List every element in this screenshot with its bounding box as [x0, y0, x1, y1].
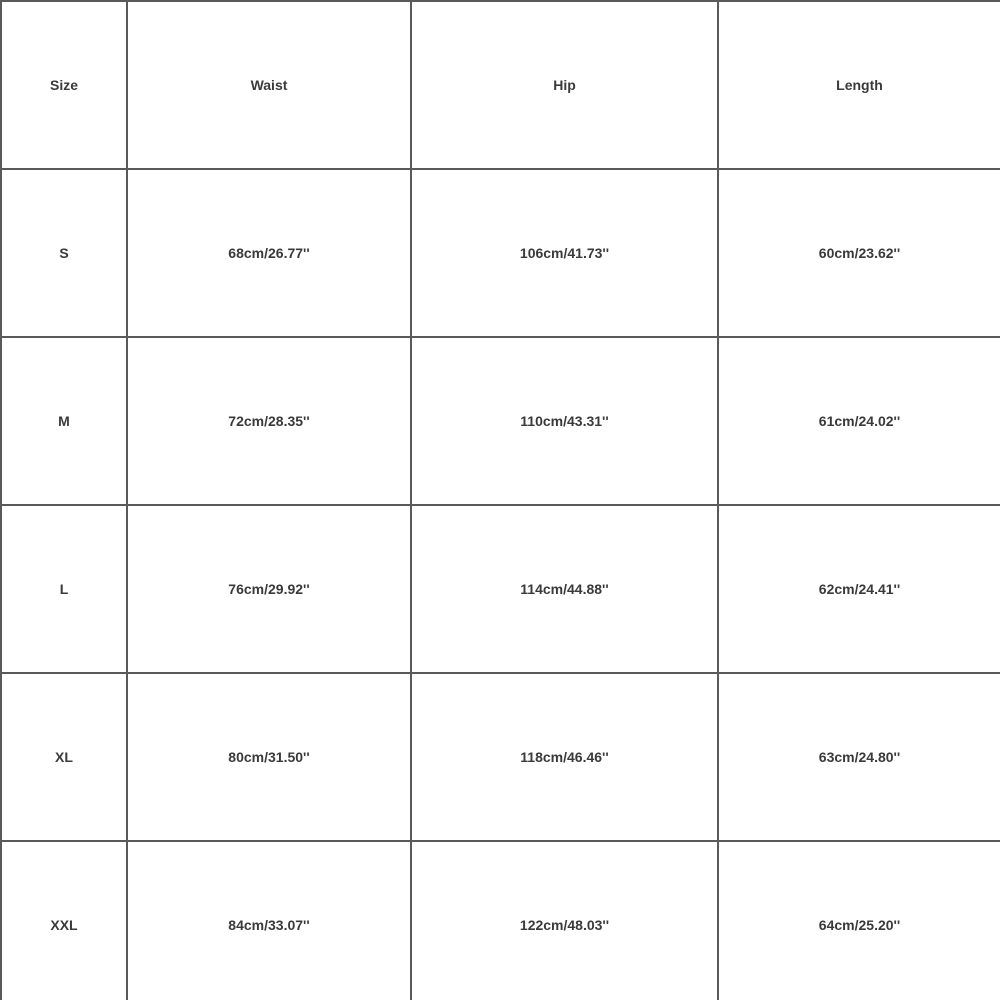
table-row	[1, 841, 1000, 1000]
waist-cell: 76cm/29.92''	[127, 505, 411, 673]
size-cell: S	[1, 169, 127, 337]
header-waist: Waist	[127, 1, 411, 169]
header-row	[1, 1, 1000, 169]
hip-cell: 118cm/46.46''	[411, 673, 718, 841]
waist-cell: 72cm/28.35''	[127, 337, 411, 505]
header-size: Size	[1, 1, 127, 169]
table-row	[1, 337, 1000, 505]
header-length: Length	[718, 1, 1000, 169]
table-row	[1, 673, 1000, 841]
hip-cell: 122cm/48.03''	[411, 841, 718, 1000]
table-row	[1, 169, 1000, 337]
length-cell: 61cm/24.02''	[718, 337, 1000, 505]
table-row	[1, 505, 1000, 673]
length-cell: 60cm/23.62''	[718, 169, 1000, 337]
length-cell: 64cm/25.20''	[718, 841, 1000, 1000]
size-cell: XL	[1, 673, 127, 841]
hip-cell: 106cm/41.73''	[411, 169, 718, 337]
waist-cell: 68cm/26.77''	[127, 169, 411, 337]
waist-cell: 84cm/33.07''	[127, 841, 411, 1000]
length-cell: 62cm/24.41''	[718, 505, 1000, 673]
hip-cell: 114cm/44.88''	[411, 505, 718, 673]
size-cell: L	[1, 505, 127, 673]
length-cell: 63cm/24.80''	[718, 673, 1000, 841]
header-hip: Hip	[411, 1, 718, 169]
hip-cell: 110cm/43.31''	[411, 337, 718, 505]
size-cell: XXL	[1, 841, 127, 1000]
size-cell: M	[1, 337, 127, 505]
waist-cell: 80cm/31.50''	[127, 673, 411, 841]
